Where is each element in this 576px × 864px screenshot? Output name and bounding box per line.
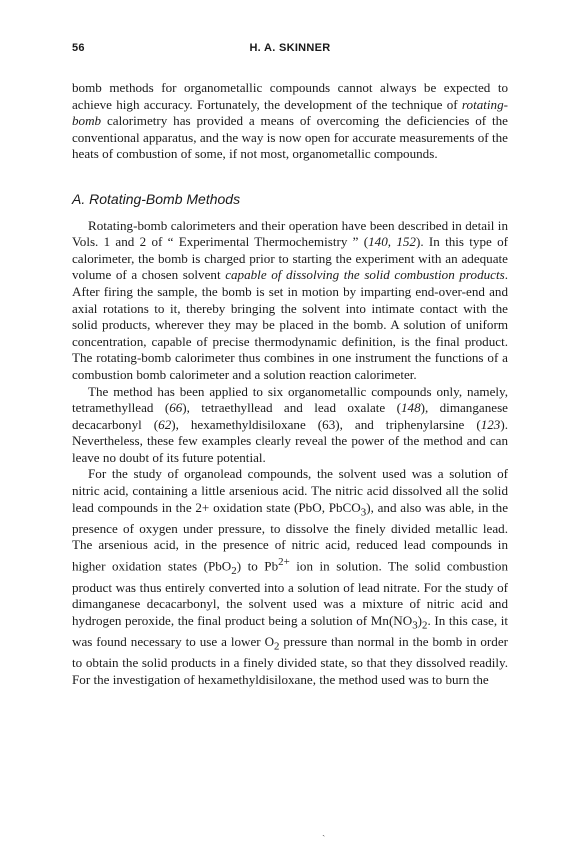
italic-emphasis: capable of dissolving the solid combustion products: [225, 267, 505, 283]
text-span: The method has been applied to six organometallic compounds only, namely, tetramethyllead (: [72, 383, 508, 416]
paragraph-1: [72, 80, 508, 163]
citation-ref: 148: [400, 400, 421, 416]
text-span: ion in solution. The solid combustion product was thus entirely converted into a solution of lead nitrate. For the study of dimanganese decacarbonyl, the solvent used was a mixture of nitric acid and hydrogen peroxide, the final product being a solution of Mn(NO: [72, 558, 509, 628]
subscript: 2: [274, 640, 280, 653]
subscript: 3: [360, 506, 367, 519]
text-span: . After firing the sample, the bomb is set in motion by imparting end-over-end and axial rotations to it, thereby bringing the solvent into intimate contact with the solid products, wherever they may be placed in the bomb. A solution of uniform concentration, capable of precise thermodynamic definition, is the final product. The rotating-bomb calorimeter thus combines in one instrument the functions of a combustion bomb calorimeter and a solution reaction calorimeter.: [72, 267, 508, 382]
subscript: 3: [412, 619, 418, 632]
text-span: ): [417, 612, 423, 628]
text-span: . In this case, it was found necessary to use a lower O: [72, 612, 508, 649]
citation-ref: 62: [158, 416, 172, 432]
text-span: For the study of organolead compounds, the solvent used was a solution of nitric acid, containing a little arsenious acid. The nitric acid dissolved all the solid lead compounds in the 2+ oxidation state (PbO, PbCO: [72, 466, 508, 515]
section-heading: A. Rotating-Bomb Methods: [72, 190, 241, 207]
text-span: ), dimanganese decacarbonyl (: [72, 400, 508, 432]
running-header: [72, 42, 508, 58]
text-span: bomb methods for organometallic compounds cannot always be expected to achieve high accuracy. Fortunately, the development of the technique of: [72, 80, 508, 112]
text-span: ), hexamethyldisiloxane (63), and triphenylarsine (: [171, 416, 481, 432]
text-span: Rotating-bomb calorimeters and their operation have been described in detail in Vols. 1 and 2 of “ Experimental Thermochemistry ” (: [72, 217, 508, 250]
citation-ref: 140, 152: [368, 234, 416, 250]
text-span: calorimetry has provided a means of overcoming the deficiencies of the conventional apparatus, and the way is now open for accurate measurements of the heats of combustion of some, if not most, organometallic compounds.: [72, 113, 508, 162]
text-span: ), and also was able, in the presence of oxygen under pressure, to dissolve the finely divided metallic lead. The arsenious acid, in the presence of nitric acid, reduced lead compounds in higher oxidation states (PbO: [72, 499, 509, 574]
paragraph-4: [72, 466, 508, 688]
text-span: ). In this type of calorimeter, the bomb is charged prior to starting the experiment with an adequate volume of a chosen solvent: [72, 234, 508, 283]
body-text: [72, 80, 508, 688]
paragraph-2: [72, 218, 508, 384]
subscript: 2: [422, 619, 428, 632]
text-span: ), tetraethyllead and lead oxalate (: [182, 400, 401, 416]
subscript: 2: [231, 565, 237, 578]
citation-ref: 123: [480, 416, 501, 432]
italic-term: rotating-bomb: [72, 96, 508, 129]
text-span: ). Nevertheless, these few examples clearly reveal the power of the method and can leave no doubt of its future potential.: [72, 416, 508, 465]
citation-ref: 66: [169, 400, 183, 416]
text-span: ) to Pb: [236, 558, 279, 574]
paragraph-3: [72, 384, 508, 467]
page-number: 56: [72, 42, 85, 54]
running-title: H. A. SKINNER: [249, 42, 331, 54]
stray-mark: ˏ: [322, 826, 326, 837]
superscript: 2+: [278, 556, 290, 569]
text-span: pressure than normal in the bomb in order to obtain the solid products in a finely divided state, so that they dissolved readily. For the investigation of hexamethyldisiloxane, the method used was to burn the: [72, 634, 508, 687]
